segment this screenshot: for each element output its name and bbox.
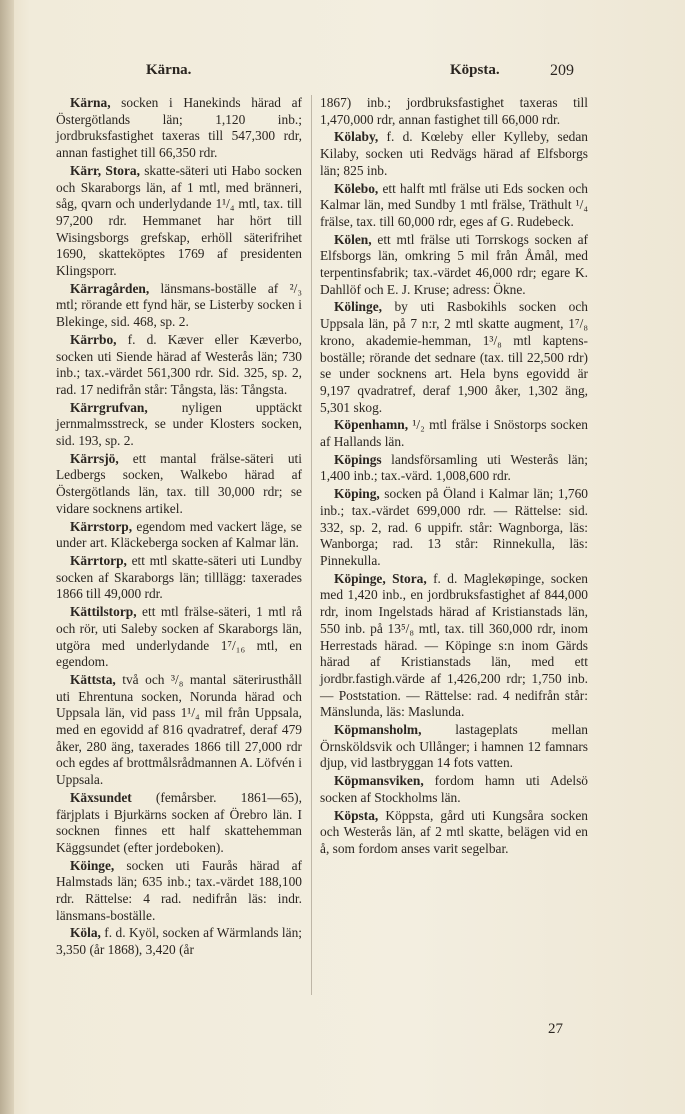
page-header bbox=[60, 62, 580, 84]
column-rule bbox=[311, 95, 312, 995]
entry: Kättilstorp, ett mtl frälse-säteri, 1 mtl rå och rör, uti Saleby socken af Skaraborgs län, utgöra med underlydande 1⁷/₁₆ mtl, en egendom. bbox=[56, 604, 302, 670]
entry: Köpenhamn, ¹/₂ mtl frälse i Snöstorps socken af Hallands län. bbox=[320, 417, 588, 450]
running-head-right: Köpsta. bbox=[450, 62, 500, 78]
entry: Kölebo, ett halft mtl frälse uti Eds socken och Kalmar län, med Sundby 1 mtl frälse, Träthult ¹/₄ frälse, tax. till 60,000 rdr, eges af G. Rudebeck. bbox=[320, 180, 588, 229]
entry: Kärrstorp, egendom med vackert läge, se under art. Kläckeberga socken af Kalmar län. bbox=[56, 518, 302, 551]
right-column bbox=[320, 95, 588, 859]
entry: Köpinge, Stora, f. d. Maglekøpinge, socken med 1,420 inb., en jordbruksfastighet af 844,000 rdr, inom Ingelstads härad af Kristianstads län, 550 inb. på 13⁵/₈ mtl, tax. till 360,000 rdr, inom Herrestads härad. — Köpinge s:n inom Gärds härad af Kristianstads län, med ett jordbr.fastigh.värde af 1,426,200 rdr; 1,750 inb. — Poststation. — Rättelse: rad. 4 nedifrån står: Mänslunda, läs: Maslunda. bbox=[320, 570, 588, 720]
entry: Kärna, socken i Hanekinds härad af Östergötlands län; 1,120 inb.; jordbruksfastighet taxeras till 547,300 rdr, annan fastighet till 66,350 rdr. bbox=[56, 95, 302, 161]
entry: Köpmansholm, lastageplats mellan Örnsköldsvik och Ullånger; i hamnen 12 famnars djup, vid lastbryggan 14 fots vatten. bbox=[320, 722, 588, 771]
entry: Kärrbo, f. d. Kæver eller Kæverbo, socken uti Siende härad af Westerås län; 730 inb.; tax.-värdet 561,300 rdr. Sid. 325, sp. 2, rad. 17 nedifrån står: Tångsta, läs: Tångsta. bbox=[56, 331, 302, 397]
left-column bbox=[56, 95, 302, 960]
entry: Köpsta, Köppsta, gård uti Kungsåra socken och Westerås län, af 2 mtl skatte, belägen vid en å, som fordom anses varit segelbar. bbox=[320, 807, 588, 856]
entry: Köpmansviken, fordom hamn uti Adelsö socken af Stockholms län. bbox=[320, 773, 588, 805]
entry: Köpings landsförsamling uti Westerås län; 1,400 inb.; tax.-värd. 1,008,600 rdr. bbox=[320, 451, 588, 484]
running-head-left: Kärna. bbox=[146, 62, 192, 78]
entry: Kölaby, f. d. Kœleby eller Kylleby, sedan Kilaby, socken uti Redvägs härad af Elfsborgs län; 825 inb. bbox=[320, 129, 588, 178]
entry: Kölinge, by uti Rasbokihls socken och Uppsala län, på 7 n:r, 2 mtl skatte augment, 1⁷/₈ krono, akademie-hemman, 1³/₈ mtl kaptens-boställe; rörande det sednare (tax. till 22,500 rdr) se under socknens art. Hela byns egovidd är 9,197 qvadratref, deraf 1,900 åker, 1,302 äng, 5,301 skog. bbox=[320, 299, 588, 415]
signature-mark: 27 bbox=[548, 1021, 563, 1037]
entry: Köla, f. d. Kyöl, socken af Wärmlands län; 3,350 (år 1868), 3,420 (år bbox=[56, 925, 302, 958]
page-number: 209 bbox=[550, 62, 574, 79]
entry: Kättsta, två och ³/₈ mantal säterirusthåll uti Ehrentuna socken, Norunda härad och Uppsala län, vid pass 1¹/₄ mil från Uppsala, med en egovidd af 816 qvadratref, deraf 479 åker, 280 äng, taxerades 1866 till 27,000 rdr och egdes af brottmålsrådmannen A. Löfvén i Uppsala. bbox=[56, 671, 302, 788]
entry: Köping, socken på Öland i Kalmar län; 1,760 inb.; tax.-värdet 699,000 rdr. — Rättelse: sid. 332, sp. 2, rad. 6 uppifr. står: Wagnborga, läs: Wanborga; rad. 13 står: Rinnekulla, läs: Pinnekulla. bbox=[320, 486, 588, 568]
entry: Käxsundet (femårsber. 1861—65), färjplats i Bjurkärns socken af Örebro län. I socknen finnes ett half skattehemman Käggsundet (efter jordeboken). bbox=[56, 789, 302, 855]
entry: Kärragården, länsmans-boställe af ²/₃ mtl; rörande ett fynd här, se Listerby socken i Blekinge, sid. 468, sp. 2. bbox=[56, 280, 302, 330]
entry: Kölen, ett mtl frälse uti Torrskogs socken af Elfsborgs län, omkring 5 mil från Åmål, med terpentinsfabrik; tax.-värdet 46,000 rdr; egare K. Dahllöf och E. J. Kruse; adress: Ökne. bbox=[320, 231, 588, 297]
entry: Kärrsjö, ett mantal frälse-säteri uti Ledbergs socken, Walkebo härad af Östergötlands län, tax. till 30,000 rdr; se vidare socknens artikel. bbox=[56, 450, 302, 516]
entry-continuation: 1867) inb.; jordbruksfastighet taxeras till 1,470,000 rdr, annan fastighet till 66,000 rdr. bbox=[320, 95, 588, 127]
entry: Kärrgrufvan, nyligen upptäckt jernmalmsstreck, se under Klosters socken, sid. 193, sp. 2. bbox=[56, 399, 302, 449]
entry: Köinge, socken uti Faurås härad af Halmstads län; 635 inb.; tax.-värdet 188,100 rdr. Rättelse: 4 rad. nedifrån läs: indr. länsmans-boställe. bbox=[56, 857, 302, 923]
entry: Kärrtorp, ett mtl skatte-säteri uti Lundby socken af Skaraborgs län; tilllägg: taxerades 1866 till 49,000 rdr. bbox=[56, 552, 302, 602]
entry: Kärr, Stora, skatte-säteri uti Habo socken och Skaraborgs län, af 1 mtl, med bränneri, såg, qvarn och underlydande 1¹/₄ mtl, tax. till 97,200 rdr. Hemmanet har hört till Wisingsborgs grefskap, erhöll säterifrihet 1690, skatteköptes 1769 af presidenten Klingsporr. bbox=[56, 162, 302, 279]
binding-edge bbox=[0, 0, 14, 1114]
